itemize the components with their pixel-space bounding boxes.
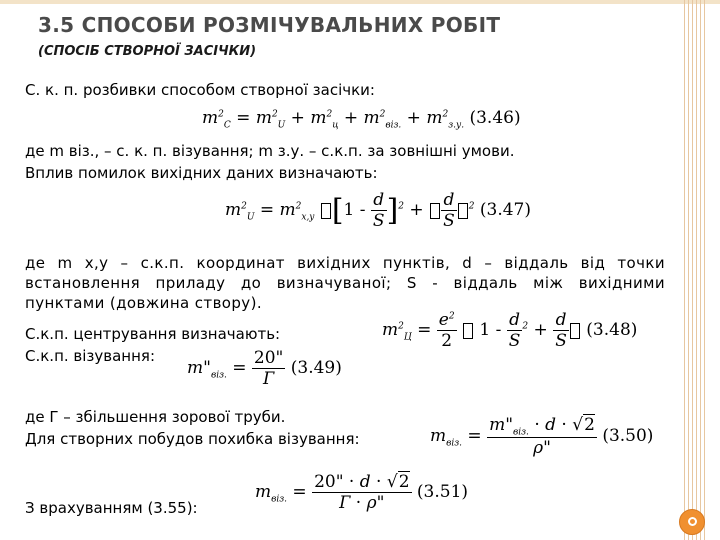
formula-3-46: $m^2_C = m^2_U + m^2_ц + m^2_{віз.} + m^2_{з.у.}$ (3.46) <box>202 108 521 131</box>
formula-3-48: $m^2_Ц$ = $\frac{e^2}{2}$ 1 - $\frac{d}{S}$ $^2$ + $\frac{d}{S}$ (3.48) <box>382 310 638 351</box>
with-account-text: З врахуванням (3.55): <box>25 499 198 517</box>
slide-title: 3.5 СПОСОБИ РОЗМІЧУВАЛЬНИХ РОБІТ <box>38 13 501 37</box>
formula-3-49: $m"_{віз.}$ = $\frac{20"}{Г}$ (3.49) <box>187 348 342 389</box>
side-decor-stripes <box>684 0 710 540</box>
centering-text: С.к.п. центрування визначають: <box>25 325 281 343</box>
eq-number-3-50: (3.50) <box>602 426 654 447</box>
paragraph-coordinates: де m x,y – с.к.п. координат вихідних пунктів, d – віддаль від точки встановлення приладу до визначуваної; S - віддаль між вихідними пунктами (довжина створу). <box>25 254 665 312</box>
influence-text: Вплив помилок вихідних даних визначають: <box>25 164 378 182</box>
top-decor-bar <box>0 0 720 4</box>
formula-3-50: $m_{віз.}$ = $\frac{m"_{віз.} \cdot d \cdot √2}{\rho"}$ (3.50) <box>430 415 654 459</box>
eq-number-3-51: (3.51) <box>416 482 469 502</box>
bias-text: Для створних побудов похибка візування: <box>25 430 360 448</box>
formula-3-51: $m_{віз.}$ = $\frac{20" \cdot d \cdot √2}{Г \cdot \rho"}$ (3.51) <box>255 472 469 513</box>
gamma-definition: де Г – збільшення зорової труби. <box>25 408 286 426</box>
definition-line: де m віз., – с. к. п. візування; m з.у. – с.к.п. за зовнішні умови. <box>25 142 515 160</box>
eq-number-3-47: (3.47) <box>479 200 531 220</box>
navigation-circle-icon[interactable] <box>679 509 705 535</box>
eq-number-3-46: (3.46) <box>469 108 521 128</box>
eq-number-3-48: (3.48) <box>586 320 638 340</box>
eq-number-3-49: (3.49) <box>290 358 342 378</box>
sighting-text: С.к.п. візування: <box>25 347 155 365</box>
formula-3-47: $m^2_U = m^2_{x,y}$ [1 - $\frac{d}{S}$ ]$^2$ + $\frac{d}{S}$ $^2$ (3.47) <box>225 190 531 231</box>
slide-subtitle: (СПОСІБ СТВОРНОЇ ЗАСІЧКИ) <box>38 44 257 59</box>
intro-text: С. к. п. розбивки способом створної засічки: <box>25 81 375 99</box>
